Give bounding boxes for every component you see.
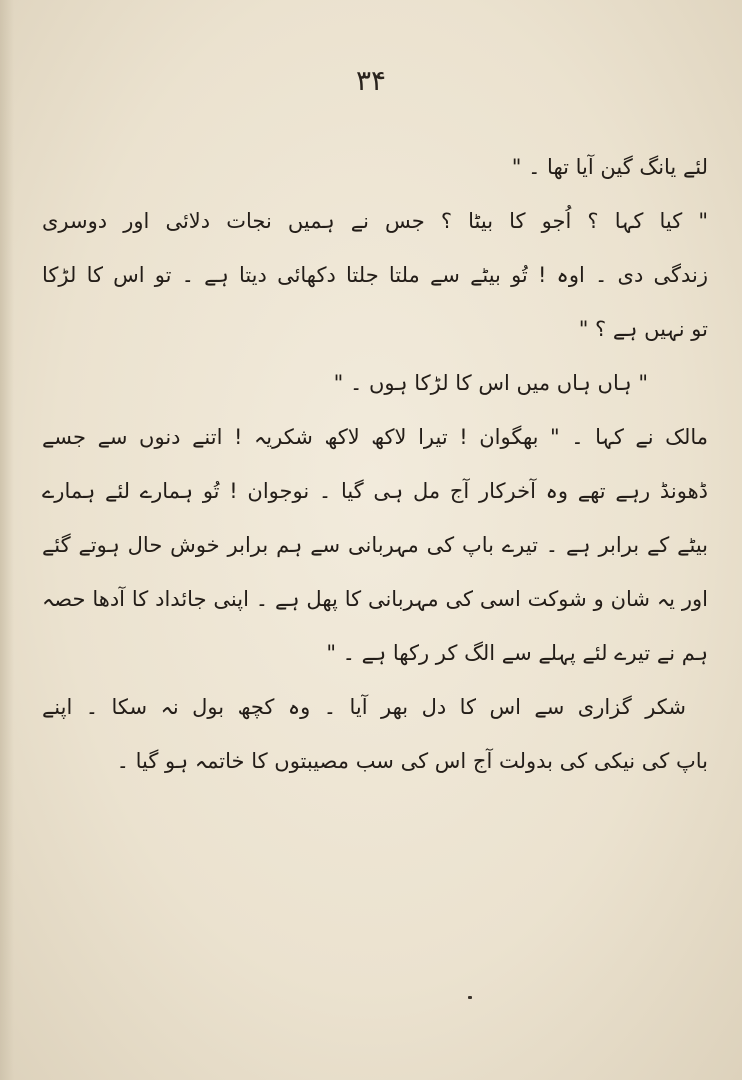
text-line: ڈھونڈ رہے تھے وہ آخرکار آج مل ہی گیا ۔ نوجوان ! تُو ہمارے لئے ہمارے: [42, 479, 708, 503]
text-line: " ہاں ہاں میں اس کا لڑکا ہوں ۔ ": [333, 371, 648, 395]
text-line: زندگی دی ۔ اوہ ! تُو بیٹے سے ملتا جلتا دکھائی دیتا ہے ۔ تو اس کا لڑکا: [42, 263, 708, 287]
text-line: تو نہیں ہے ؟ ": [578, 317, 708, 341]
text-line: شکر گزاری سے اس کا دل بھر آیا ۔ وہ کچھ بول نہ سکا ۔ اپنے: [42, 695, 686, 719]
text-line: ہم نے تیرے لئے پہلے سے الگ کر رکھا ہے ۔ ": [326, 641, 708, 665]
text-line: بیٹے کے برابر ہے ۔ تیرے باپ کی مہربانی سے ہم برابر خوش حال ہوتے گئے: [42, 533, 708, 557]
page-body-text: [42, 140, 708, 788]
text-line: اور یہ شان و شوکت اسی کی مہربانی کا پھل ہے ۔ اپنی جائداد کا آدھا حصہ: [42, 587, 708, 611]
ink-speck: [468, 996, 472, 999]
text-line: مالک نے کہا ۔ " بھگوان ! تیرا لاکھ لاکھ شکریہ ! اتنے دنوں سے جسے: [42, 425, 708, 449]
page-number: ۳۴: [355, 64, 387, 97]
text-line: " کیا کہا ؟ اُجو کا بیٹا ؟ جس نے ہمیں نجات دلائی اور دوسری: [42, 209, 708, 233]
text-line: لئے یانگ گین آیا تھا ۔ ": [511, 155, 708, 179]
text-line: باپ کی نیکی کی بدولت آج اس کی سب مصیبتوں کا خاتمہ ہو گیا ۔: [116, 749, 708, 773]
